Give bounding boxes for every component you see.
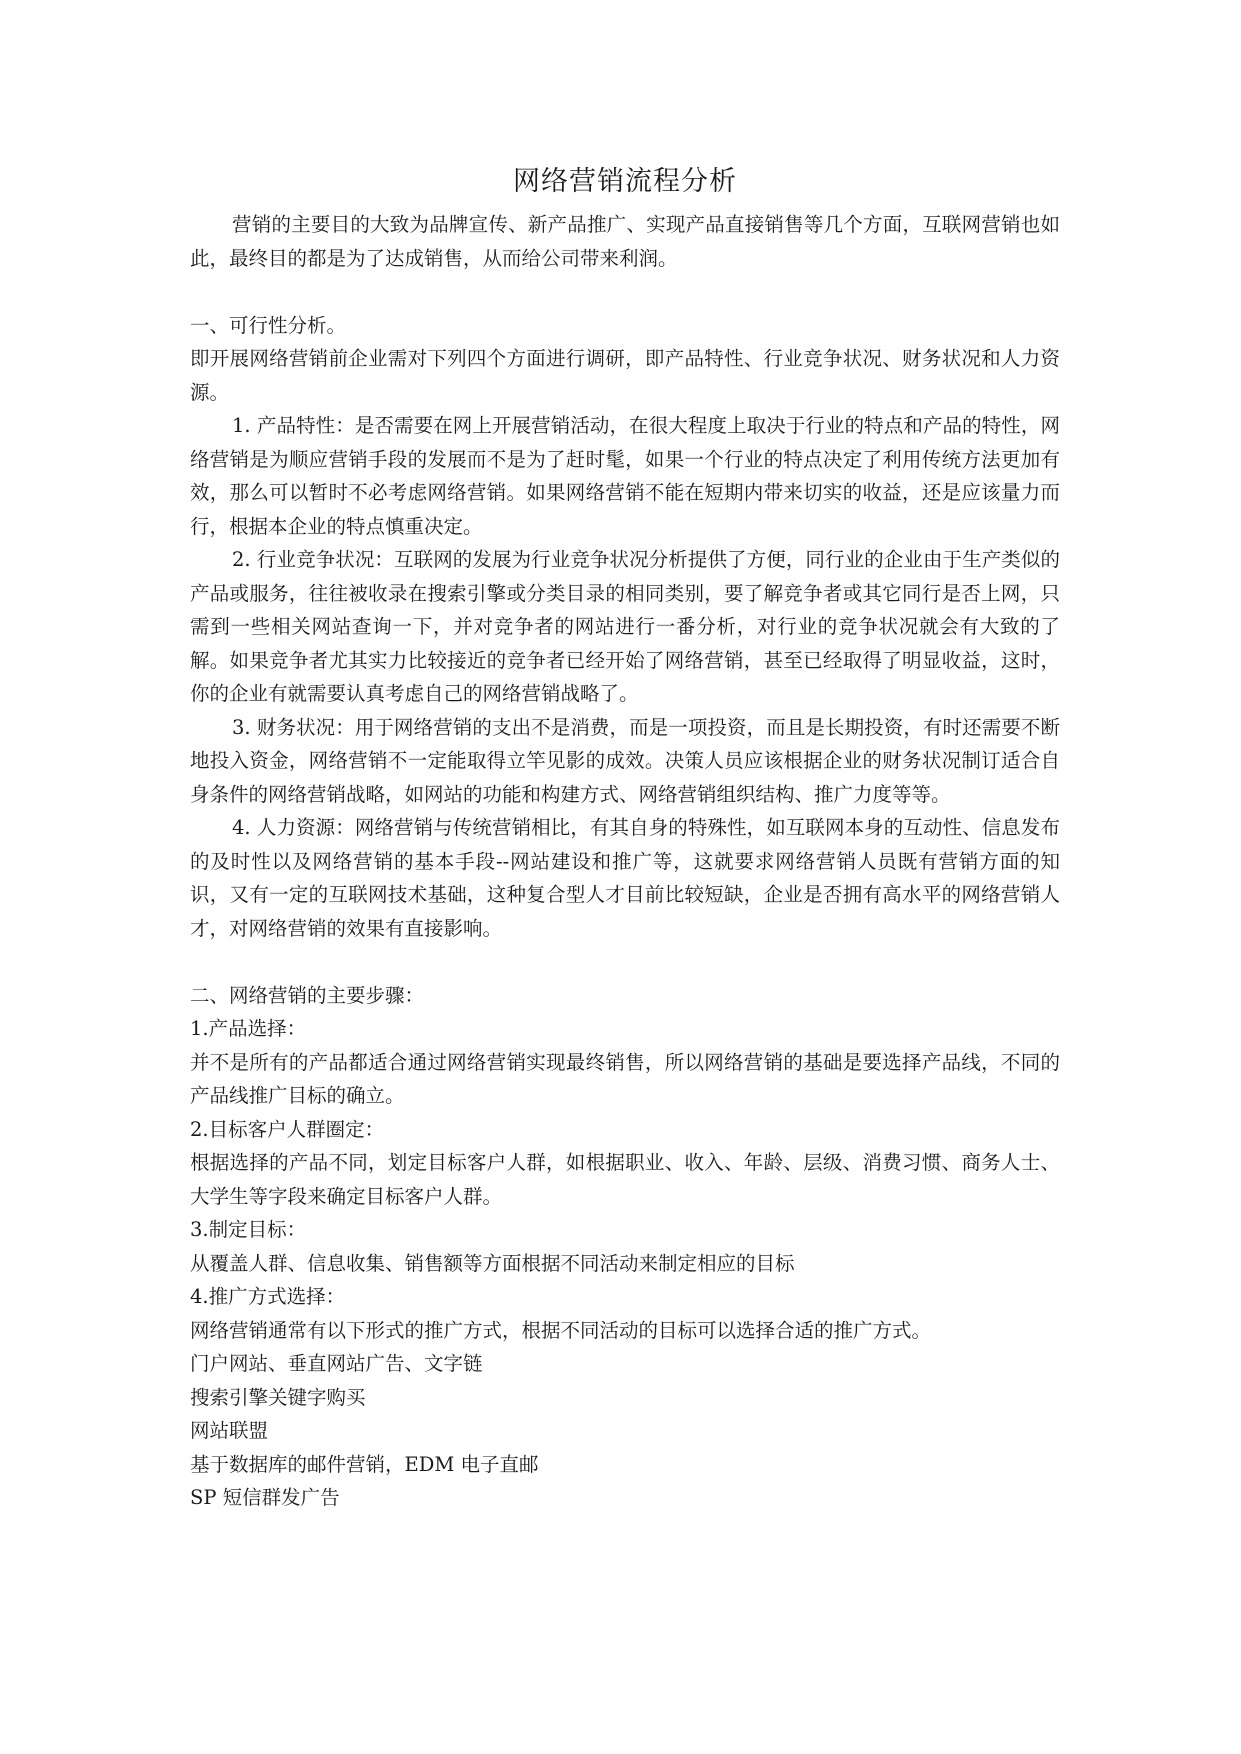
- method-item: 搜索引擎关键字购买: [190, 1385, 366, 1409]
- method-item: 门户网站、垂直网站广告、文字链: [190, 1352, 483, 1375]
- paragraph-gap: [190, 275, 1060, 309]
- method-item: SP 短信群发广告: [190, 1486, 340, 1509]
- step-label: 4.推广方式选择：: [190, 1285, 346, 1308]
- section1-item-product: 1. 产品特性：是否需要在网上开展营销活动，在很大程度上取决于行业的特点和产品的特性，网络营销是为顺应营销手段的发展而不是为了赶时髦，如果一个行业的特点决定了利用传统方法更加有效，那么可以暂时不必考虑网络营销。如果网络营销不能在短期内带来切实的收益，还是应该量力而行，根据本企业的特点慎重决定。: [190, 414, 1060, 538]
- method-item: 网站联盟: [190, 1419, 269, 1442]
- step-label: 2.目标客户人群圈定：: [190, 1117, 385, 1141]
- step-text: 并不是所有的产品都适合通过网络营销实现最终销售，所以网络营销的基础是要选择产品线，不同的产品线推广目标的确立。: [190, 1050, 1060, 1107]
- method-item: 基于数据库的邮件营销，EDM 电子直邮: [190, 1452, 539, 1476]
- section1-item-competition: 2. 行业竞争状况：互联网的发展为行业竞争状况分析提供了方便，同行业的企业由于生产类似的产品或服务，往往被收录在搜索引擎或分类目录的相同类别，要了解竞争者或其它同行是否上网，只需到一些相关网站查询一下，并对竞争者的网站进行一番分析，对行业的竞争状况就会有大致的了解。如果竞争者尤其实力比较接近的竞争者已经开始了网络营销，甚至已经取得了明显收益，这时，你的企业有就需要认真考虑自己的网络营销战略了。: [190, 548, 1060, 705]
- section1-lead: 即开展网络营销前企业需对下列四个方面进行调研，即产品特性、行业竞争状况、财务状况和人力资源。: [190, 347, 1060, 404]
- step-label: 3.制定目标：: [190, 1218, 307, 1241]
- paragraph-gap: [190, 945, 1060, 979]
- document-title: 网络营销流程分析: [513, 166, 737, 197]
- intro-paragraph: 营销的主要目的大致为品牌宣传、新产品推广、实现产品直接销售等几个方面，互联网营销也如此，最终目的都是为了达成销售，从而给公司带来利润。: [190, 213, 1060, 270]
- step-text: 网络营销通常有以下形式的推广方式，根据不同活动的目标可以选择合适的推广方式。: [190, 1318, 932, 1342]
- section1-heading: 一、可行性分析。: [190, 313, 347, 337]
- step-label: 1.产品选择：: [190, 1017, 307, 1040]
- section1-item-finance: 3. 财务状况：用于网络营销的支出不是消费，而是一项投资，而且是长期投资，有时还需要不断地投入资金，网络营销不一定能取得立竿见影的成效。决策人员应该根据企业的财务状况制订适合自身条件的网络营销战略，如网站的功能和构建方式、网络营销组织结构、推广力度等等。: [190, 715, 1060, 806]
- document-body: [190, 160, 1060, 1515]
- step-text: 从覆盖人群、信息收集、销售额等方面根据不同活动来制定相应的目标: [190, 1251, 795, 1275]
- section2-heading: 二、网络营销的主要步骤：: [190, 983, 425, 1007]
- step-text: 根据选择的产品不同，划定目标客户人群，如根据职业、收入、年龄、层级、消费习惯、商务人士、大学生等字段来确定目标客户人群。: [190, 1151, 1060, 1208]
- section1-item-hr: 4. 人力资源：网络营销与传统营销相比，有其自身的特殊性，如互联网本身的互动性、信息发布的及时性以及网络营销的基本手段--网站建设和推广等，这就要求网络营销人员既有营销方面的知识，又有一定的互联网技术基础，这种复合型人才目前比较短缺，企业是否拥有高水平的网络营销人才，对网络营销的效果有直接影响。: [190, 816, 1060, 940]
